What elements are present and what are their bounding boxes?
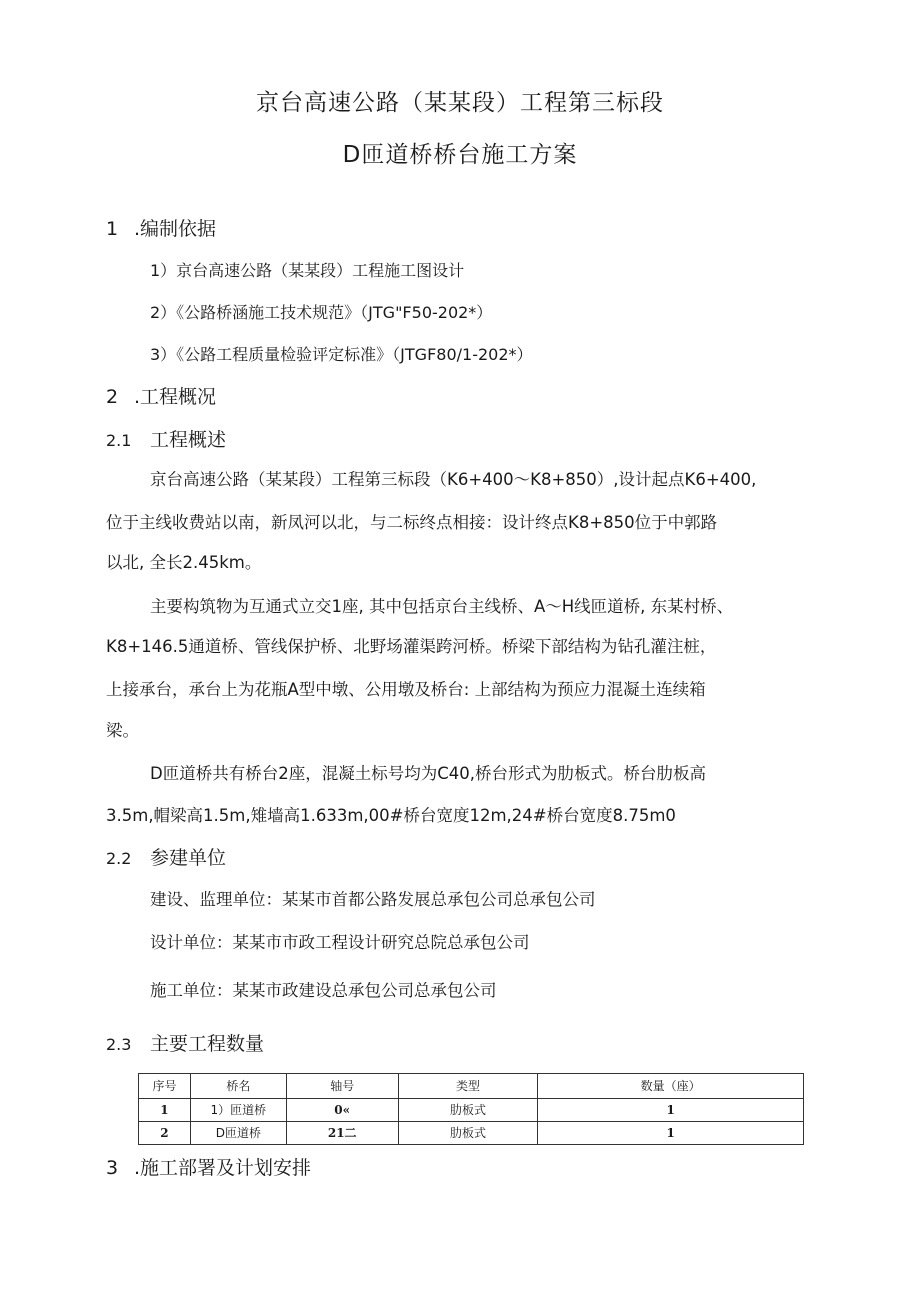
table-header-type: 类型 (398, 1074, 538, 1099)
overview-p1-line3: 以北, 全长2.45km。 (106, 553, 262, 572)
table-header-index: 序号 (139, 1074, 191, 1099)
section-3-number: 3 (106, 1157, 119, 1179)
table-header-quantity: 数量（座） (538, 1074, 804, 1099)
table-cell-axis: 0« (286, 1099, 398, 1122)
subsection-2-1-number: 2.1 (106, 431, 132, 450)
participant-designer: 设计单位：某某市市政工程设计研究总院总承包公司 (150, 933, 530, 952)
subsection-2-2-title: 参建单位 (150, 847, 227, 869)
table-row (139, 1122, 804, 1145)
subsection-2-3-heading (106, 1029, 264, 1056)
section-3-title: .施工部署及计划安排 (134, 1157, 312, 1179)
basis-item-2: 2）《公路桥涵施工技术规范》（JTG"F50-202*） (150, 303, 493, 322)
quantity-table (138, 1073, 804, 1145)
table-header-row (139, 1074, 804, 1099)
section-2-number: 2 (106, 386, 119, 408)
basis-item-1: 1）京台高速公路（某某段）工程施工图设计 (150, 261, 465, 280)
table-cell-quantity: 1 (538, 1099, 804, 1122)
table-header-bridge: 桥名 (190, 1074, 286, 1099)
section-1-number: 1 (106, 218, 119, 240)
subsection-2-3-title: 主要工程数量 (150, 1033, 265, 1055)
table-cell-axis: 21二 (286, 1122, 398, 1145)
overview-p2-line4: 梁。 (106, 721, 139, 740)
overview-p2-line3: 上接承台，承台上为花瓶A型中墩、公用墩及桥台: 上部结构为预应力混凝土连续箱 (106, 680, 706, 699)
table-cell-bridge: D匝道桥 (190, 1122, 286, 1145)
table-cell-bridge: 1）匝道桥 (190, 1099, 286, 1122)
section-3-heading (106, 1153, 311, 1180)
subsection-2-1-title: 工程概述 (150, 429, 227, 451)
document-title-line1: 京台高速公路（某某段）工程第三标段 (256, 90, 664, 116)
table-row (139, 1099, 804, 1122)
subsection-2-3-number: 2.3 (106, 1035, 132, 1054)
subsection-2-2-number: 2.2 (106, 849, 132, 868)
overview-p2-line1: 主要构筑物为互通式立交1座, 其中包括京台主线桥、A～H线匝道桥, 东某村桥、 (150, 597, 734, 616)
table-cell-index: 1 (139, 1099, 191, 1122)
section-2-heading (106, 382, 216, 409)
section-1-title: .编制依据 (134, 218, 217, 240)
table-cell-type: 肋板式 (398, 1122, 538, 1145)
table-cell-quantity: 1 (538, 1122, 804, 1145)
table-cell-index: 2 (139, 1122, 191, 1145)
section-2-title: .工程概况 (134, 386, 217, 408)
document-title-line2: D匝道桥桥台施工方案 (342, 142, 578, 168)
overview-p2-line2: K8+146.5通道桥、管线保护桥、北野场灌渠跨河桥。桥梁下部结构为钻孔灌注桩， (106, 637, 717, 656)
subsection-2-1-heading (106, 425, 226, 452)
overview-p1-line2: 位于主线收费站以南，新凤河以北，与二标终点相接：设计终点K8+850位于中郭路 (106, 513, 718, 532)
overview-p3-line2: 3.5m,帽梁高1.5m,雉墙高1.633m,00#桥台宽度12m,24#桥台宽度8.75m0 (106, 806, 676, 825)
table-cell-type: 肋板式 (398, 1099, 538, 1122)
section-1-heading (106, 214, 216, 241)
overview-p1-line1: 京台高速公路（某某段）工程第三标段（K6+400～K8+850）,设计起点K6+400, (150, 470, 757, 489)
basis-item-3: 3）《公路工程质量检验评定标准》（JTGF80/1-202*） (150, 345, 533, 364)
participant-contractor: 施工单位：某某市政建设总承包公司总承包公司 (150, 981, 497, 1000)
participant-construction-owner: 建设、监理单位：某某市首都公路发展总承包公司总承包公司 (150, 890, 596, 909)
table-header-axis: 轴号 (286, 1074, 398, 1099)
overview-p3-line1: D匝道桥共有桥台2座，混凝土标号均为C40,桥台形式为肋板式。桥台肋板高 (150, 764, 706, 783)
subsection-2-2-heading (106, 843, 226, 870)
